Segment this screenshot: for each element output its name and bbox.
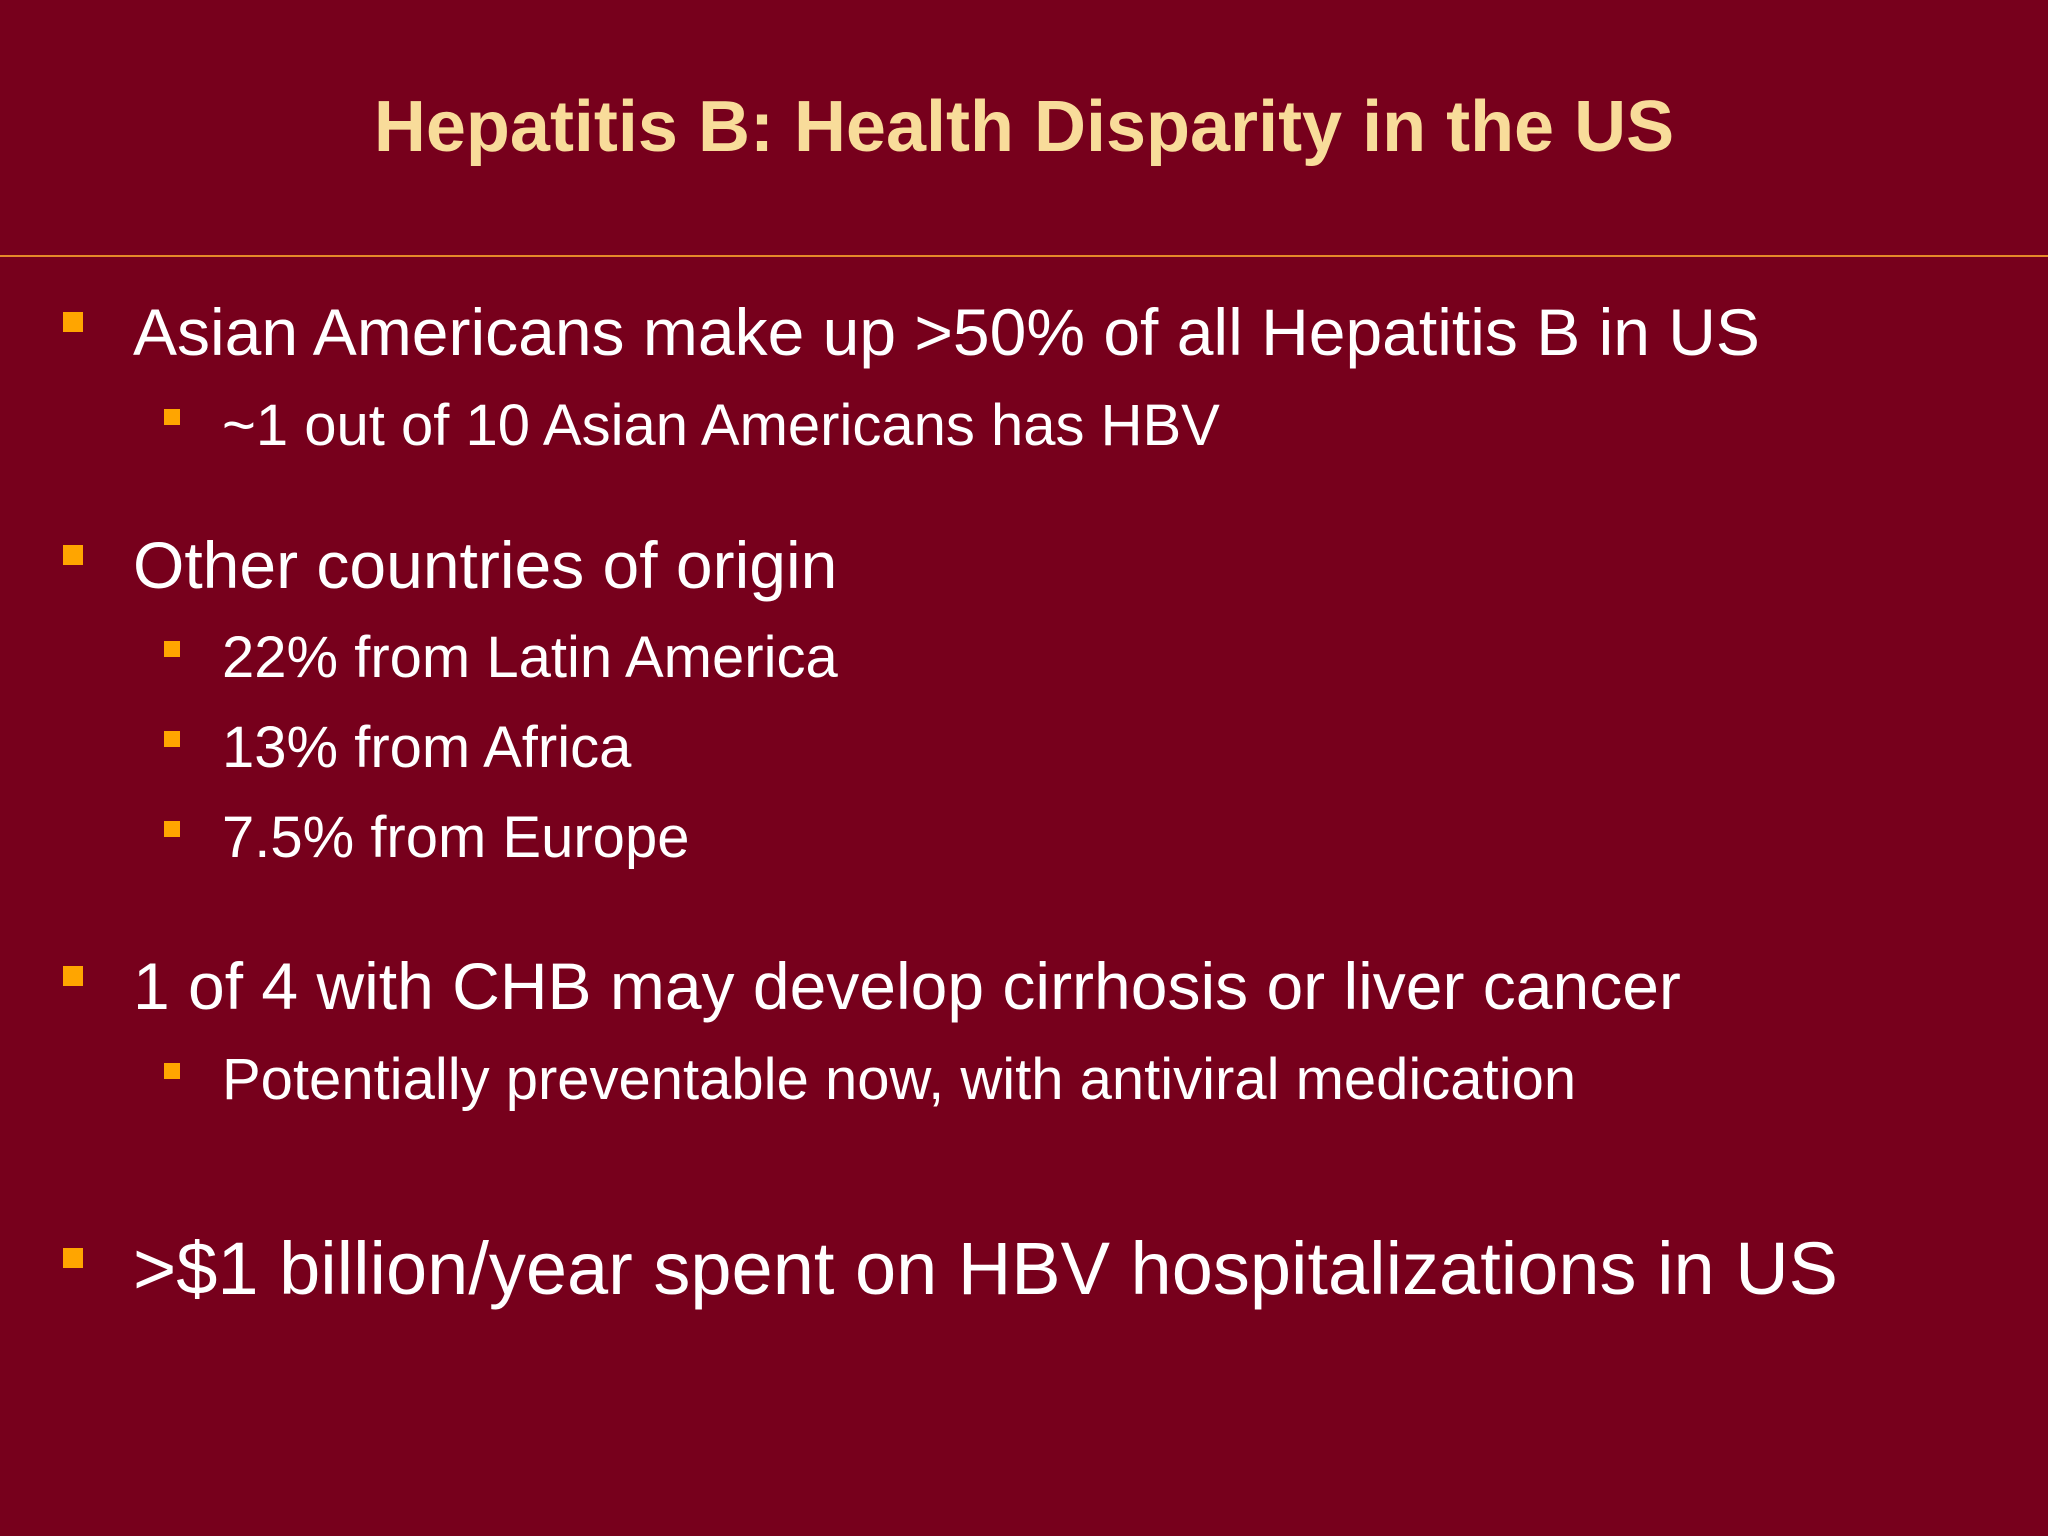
- sub-bullet-text: Potentially preventable now, with antiviral medication: [222, 1047, 1577, 1112]
- bullet-item-countries-of-origin: [133, 525, 837, 605]
- square-bullet-icon: [63, 312, 83, 332]
- bullet-text: 1 of 4 with CHB may develop cirrhosis or liver cancer: [133, 949, 1681, 1023]
- bullet-text: >$1 billion/year spent on HBV hospitalizations in US: [133, 1227, 1839, 1310]
- title-divider: [0, 255, 2048, 257]
- square-bullet-icon: [164, 409, 180, 425]
- sub-bullet-item-preventable: [222, 1045, 1576, 1115]
- sub-bullet-text: 7.5% from Europe: [222, 805, 690, 870]
- bullet-item-hospitalization-cost: [133, 1225, 1838, 1313]
- bullet-text: Other countries of origin: [133, 528, 838, 602]
- square-bullet-icon: [63, 966, 83, 986]
- square-bullet-icon: [164, 1063, 180, 1079]
- square-bullet-icon: [63, 1248, 83, 1268]
- sub-bullet-item-africa: [222, 713, 631, 783]
- square-bullet-icon: [164, 641, 180, 657]
- square-bullet-icon: [164, 821, 180, 837]
- bullet-item-asian-americans: [133, 292, 1760, 372]
- sub-bullet-item-latin-america: [222, 623, 838, 693]
- sub-bullet-item-europe: [222, 803, 689, 873]
- sub-bullet-item-1-in-10: [222, 391, 1220, 461]
- sub-bullet-text: 13% from Africa: [222, 715, 632, 780]
- square-bullet-icon: [63, 545, 83, 565]
- slide-title: Hepatitis B: Health Disparity in the US: [373, 87, 1675, 167]
- bullet-item-chb-risk: [133, 946, 1681, 1026]
- square-bullet-icon: [164, 731, 180, 747]
- sub-bullet-text: ~1 out of 10 Asian Americans has HBV: [222, 393, 1220, 458]
- bullet-text: Asian Americans make up >50% of all Hepatitis B in US: [133, 295, 1760, 369]
- sub-bullet-text: 22% from Latin America: [222, 625, 838, 690]
